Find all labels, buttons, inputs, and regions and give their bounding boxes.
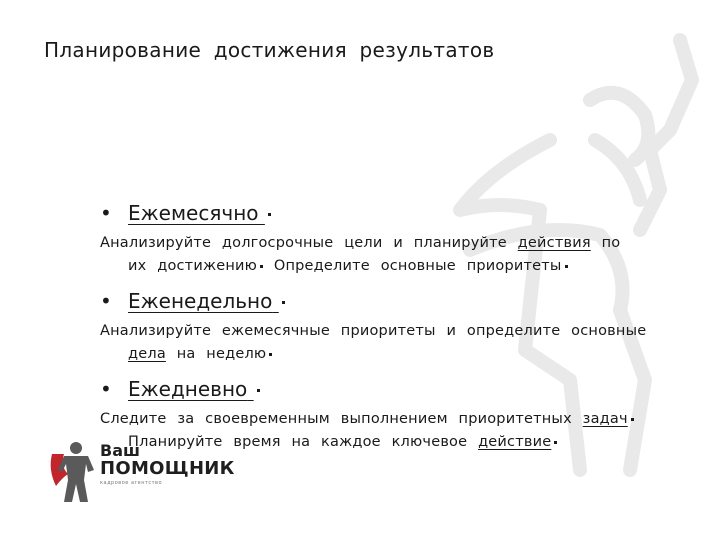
bullet-icon: • — [100, 289, 112, 313]
desc-text: по — [590, 235, 621, 251]
bullet-daily — [100, 376, 705, 402]
bullet-icon: • — [100, 377, 112, 401]
bullet-weekly — [100, 288, 705, 314]
logo-text — [100, 442, 235, 487]
desc-link[interactable]: дела — [128, 346, 166, 362]
logo-line3: кадровое агентство — [100, 480, 163, 486]
logo — [46, 440, 235, 510]
desc-monthly — [100, 232, 705, 278]
desc-indent: дела на неделю — [100, 343, 705, 366]
square-bullet-icon — [269, 353, 272, 356]
hero-logo-icon — [46, 440, 102, 506]
desc-indent: их достижению Определите основные приоритеты — [100, 255, 705, 278]
page-title: Планирование достижения результатов — [44, 38, 495, 62]
desc-indent: Планируйте время на каждое ключевое действие — [100, 431, 705, 454]
square-bullet-icon — [565, 265, 568, 268]
desc-link[interactable]: действие — [478, 434, 552, 450]
bullet-heading: Ежемесячно — [128, 200, 271, 226]
content — [100, 200, 705, 454]
bullet-heading: Еженедельно — [128, 288, 285, 314]
square-bullet-icon — [257, 389, 260, 392]
square-bullet-icon — [554, 441, 557, 444]
square-bullet-icon — [260, 265, 263, 268]
bullet-heading: Ежедневно — [128, 376, 260, 402]
desc-link[interactable]: задач — [582, 411, 628, 427]
square-bullet-icon — [282, 301, 285, 304]
desc-link[interactable]: действия — [517, 235, 591, 251]
desc-text: Анализируйте долгосрочные цели и планируйте — [100, 235, 518, 251]
desc-weekly — [100, 320, 705, 366]
bullet-icon: • — [100, 201, 112, 225]
desc-text: Анализируйте ежемесячные приоритеты и определите основные — [100, 323, 647, 339]
bullet-monthly — [100, 200, 705, 226]
square-bullet-icon — [268, 213, 271, 216]
logo-line1: Ваш — [100, 441, 140, 460]
square-bullet-icon — [631, 418, 634, 421]
desc-text: Следите за своевременным выполнением приоритетных — [100, 411, 583, 427]
logo-line2: ПОМОЩНИК — [100, 458, 235, 479]
